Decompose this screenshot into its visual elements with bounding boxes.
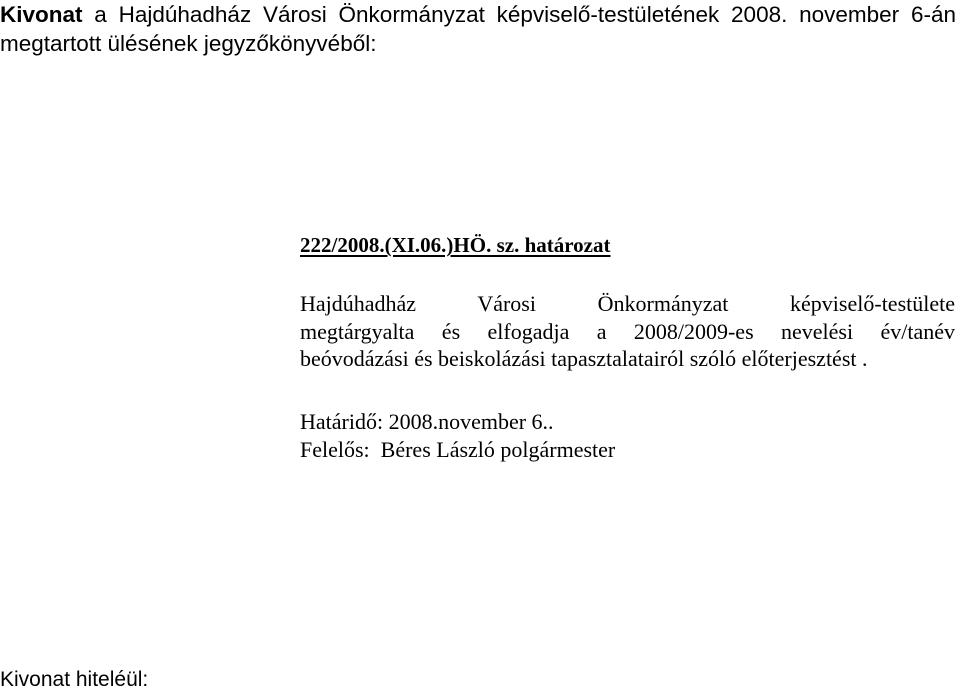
header-line-1-text: a Hajdúhadház Városi Önkormányzat képviselő-testületének 2008. november 6-án bbox=[82, 2, 956, 27]
responsible-line: Felelős: Béres László polgármester bbox=[300, 437, 616, 462]
deadline-line: Határidő: 2008.november 6.. bbox=[300, 409, 554, 434]
resolution-body-line: megtárgyalta és elfogadja a 2008/2009-es nevelési év/tanév bbox=[300, 318, 955, 344]
authentication-label: Kivonat hiteléül: bbox=[0, 668, 149, 691]
header-line-1 bbox=[0, 0, 956, 29]
document-header bbox=[0, 0, 956, 58]
header-line-2: megtartott ülésének jegyzőkönyvéből: bbox=[0, 31, 377, 56]
resolution-body-line: beóvodázási és beiskolázási tapasztalatairól szóló előterjesztést . bbox=[300, 346, 868, 371]
resolution-title: 222/2008.(XI.06.)HÖ. sz. határozat bbox=[300, 233, 611, 257]
resolution-body-line: Hajdúhadház Városi Önkormányzat képviselő-testülete bbox=[300, 291, 955, 316]
resolution-meta bbox=[300, 408, 615, 464]
resolution-body bbox=[300, 290, 955, 373]
header-kivonat-word: Kivonat bbox=[0, 2, 83, 27]
